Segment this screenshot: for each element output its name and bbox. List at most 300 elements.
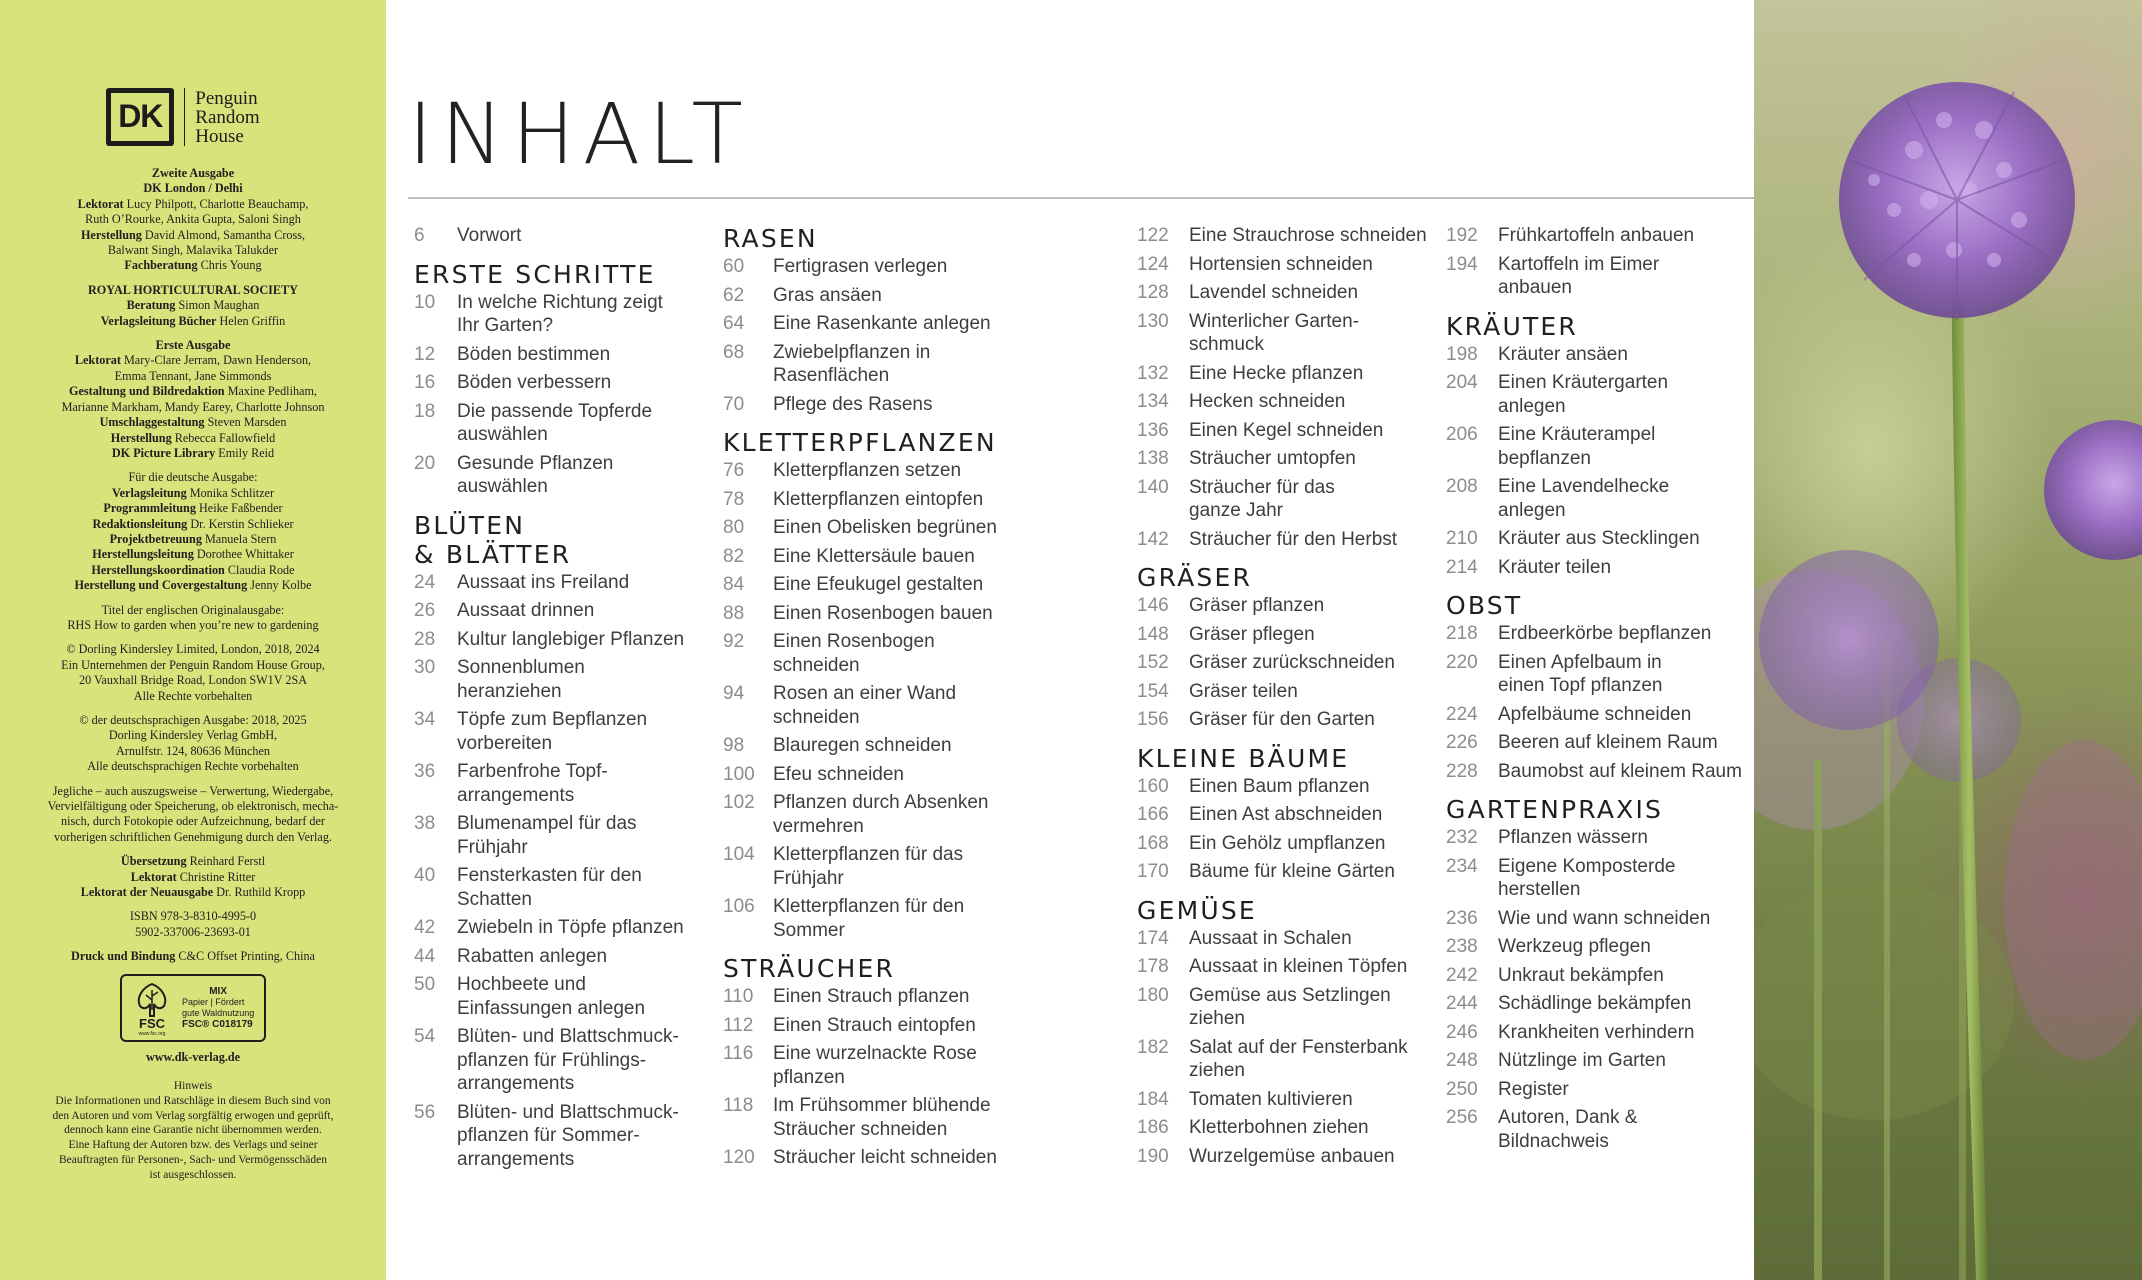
toc-entry[interactable] [1137, 281, 1447, 305]
section-heading [1137, 896, 1447, 925]
toc-entry[interactable] [414, 656, 714, 703]
entry-title [457, 708, 714, 755]
toc-entry[interactable] [723, 1014, 1033, 1038]
entry-title-line: anlegen [1498, 499, 1566, 521]
fsc-label-text: MIX Papier | Fördert gute Waldnutzung FSC® C018179 [182, 985, 255, 1030]
entry-title-line: Kräuter aus Stecklingen [1498, 528, 1700, 549]
page-number: 142 [1137, 528, 1169, 550]
toc-entry[interactable] [723, 312, 1033, 336]
imprint-role: ROYAL HORTICULTURAL SOCIETY [88, 282, 298, 297]
toc-entry[interactable] [1446, 224, 1746, 248]
page-number: 192 [1446, 225, 1478, 246]
imprint-value: C&C Offset Printing, China [175, 949, 315, 964]
page-number: 62 [723, 284, 745, 306]
toc-entry[interactable] [723, 630, 1033, 677]
imprint-value: Arnulfstr. 124, 80636 München [115, 743, 271, 758]
entry-title-line: heranziehen [457, 680, 562, 702]
page-number: 178 [1137, 956, 1169, 977]
toc-entry[interactable] [1137, 528, 1447, 552]
toc-entry[interactable] [414, 812, 714, 859]
page-number: 130 [1137, 310, 1169, 332]
imprint-line [12, 814, 374, 829]
entry-title-line: Gras ansäen [773, 284, 882, 306]
entry-title-line: Frühjahr [457, 836, 528, 858]
toc-entry[interactable] [723, 1094, 1033, 1141]
toc-entry[interactable] [723, 488, 1033, 512]
entry-title-line: Gräser für den Garten [1189, 709, 1375, 730]
toc-entry[interactable] [1137, 984, 1447, 1031]
toc-entry[interactable] [1137, 708, 1447, 732]
imprint-line [12, 728, 374, 743]
imprint-value: Helen Griffin [216, 313, 286, 328]
entry-title-line: ganze Jahr [1189, 500, 1284, 521]
entry-title [1498, 1049, 1746, 1073]
toc-entry[interactable] [1137, 803, 1447, 827]
entry-title-line: Einen Rosenbogen bauen [773, 602, 993, 624]
imprint-line [12, 212, 374, 227]
toc-entry[interactable] [1137, 390, 1447, 414]
imprint-value: Heike Faßbender [195, 501, 283, 516]
imprint-line [12, 400, 374, 415]
entry-title-line: Aussaat in kleinen Töpfen [1189, 956, 1408, 977]
imprint-value: Maxine Pedliham, [224, 384, 317, 399]
toc-entry[interactable] [414, 452, 714, 499]
toc-entry[interactable] [1446, 253, 1746, 300]
toc-entry[interactable] [414, 343, 714, 367]
page-number: 128 [1137, 282, 1169, 303]
entry-title [1498, 964, 1746, 988]
imprint-value: Monika Schlitzer [186, 485, 275, 500]
imprint-panel [0, 0, 386, 1280]
toc-entry[interactable] [723, 1146, 1033, 1170]
page-number: 168 [1137, 832, 1169, 854]
toc-entry[interactable] [414, 224, 714, 248]
section-heading [414, 260, 714, 289]
toc-entry[interactable] [414, 1025, 714, 1096]
page-number: 40 [414, 865, 436, 886]
page-number: 38 [414, 813, 436, 834]
toc-entry[interactable] [1446, 760, 1746, 784]
contents-column-1 [414, 224, 714, 1176]
entry-title [457, 945, 714, 969]
page-number: 100 [723, 763, 755, 785]
toc-entry[interactable] [1446, 556, 1746, 580]
page-number: 10 [414, 291, 436, 313]
toc-entry[interactable] [723, 284, 1033, 308]
imprint-line [12, 642, 374, 657]
page-number: 102 [723, 792, 755, 813]
entry-title [1498, 1021, 1746, 1045]
toc-entry[interactable] [1446, 622, 1746, 646]
entry-title-line: Tomaten kultivieren [1189, 1088, 1353, 1110]
page-number: 88 [723, 602, 745, 624]
page-number: 236 [1446, 907, 1478, 929]
toc-entry[interactable] [1137, 1088, 1447, 1112]
entry-title-line: Einen Obelisken begrünen [773, 517, 997, 538]
entry-title-line: Einen Strauch eintopfen [773, 1014, 976, 1036]
toc-entry[interactable] [1137, 860, 1447, 884]
entry-title [773, 1014, 1033, 1038]
section-heading-line: KLEINE BÄUME [1137, 743, 1350, 773]
toc-entry[interactable] [723, 602, 1033, 626]
imprint-line [12, 885, 374, 900]
entry-title-line: Kletterpflanzen für den [773, 896, 965, 917]
toc-entry[interactable] [723, 573, 1033, 597]
entry-title [773, 985, 1033, 1009]
entry-title-line: Zwiebeln in Töpfe pflanzen [457, 917, 684, 938]
toc-entry[interactable] [1137, 775, 1447, 799]
entry-title-line: ziehen [1189, 1008, 1245, 1029]
imprint-role: Verlagsleitung [111, 485, 187, 500]
toc-entry[interactable] [414, 371, 714, 395]
imprint-role: Erste Ausgabe [155, 338, 231, 353]
entry-title [773, 602, 1033, 626]
toc-entry[interactable] [1137, 310, 1447, 357]
entry-title [773, 791, 1033, 838]
page-number: 110 [723, 986, 754, 1007]
entry-title [1189, 594, 1447, 618]
toc-entry[interactable] [414, 628, 714, 652]
entry-title [457, 599, 714, 623]
imprint-value: Emily Reid [215, 445, 275, 460]
imprint-value: © der deutschsprachigen Ausgabe: 2018, 2025 [79, 713, 307, 727]
section-heading [723, 428, 1033, 457]
entry-title-line: anlegen [1498, 395, 1566, 417]
entry-title [1498, 731, 1746, 755]
entry-title-line: schmuck [1189, 334, 1264, 355]
toc-entry[interactable] [414, 864, 714, 911]
imprint-role: Programmleitung [103, 501, 196, 516]
entry-title-line: Kräuter teilen [1498, 556, 1612, 578]
entry-title-line: Sonnenblumen [457, 657, 585, 678]
imprint-block [12, 283, 374, 329]
toc-entry[interactable] [1446, 826, 1746, 850]
toc-entry[interactable] [414, 708, 714, 755]
entry-title-line: Schatten [457, 888, 532, 910]
imprint-role: Gestaltung und Bildredaktion [69, 384, 225, 399]
imprint-value: Claudia Rode [224, 562, 295, 577]
imprint-line [12, 298, 374, 313]
imprint-block [12, 713, 374, 775]
entry-title [457, 628, 714, 652]
toc-entry[interactable] [1446, 855, 1746, 902]
toc-entry[interactable] [723, 791, 1033, 838]
entry-title-line: Einen Rosenbogen [773, 631, 935, 652]
toc-entry[interactable] [1446, 703, 1746, 727]
entry-title-line: auswählen [457, 424, 548, 445]
toc-entry[interactable] [1137, 1036, 1447, 1083]
entry-title [773, 1146, 1033, 1170]
entry-title [457, 400, 714, 447]
entry-title-line: Einen Apfelbaum in [1498, 651, 1662, 673]
entry-title-line: herstellen [1498, 879, 1581, 900]
imprint-value: 5902-337006-23693-01 [135, 924, 251, 939]
entry-title-line: Aussaat in Schalen [1189, 927, 1352, 949]
page-number: 12 [414, 343, 436, 365]
page-number: 214 [1446, 556, 1478, 578]
section-heading [1137, 744, 1447, 773]
entry-title [773, 630, 1033, 677]
imprint-line [12, 181, 374, 196]
imprint-line [12, 713, 374, 728]
entry-title [1498, 826, 1746, 850]
entry-title [457, 1025, 714, 1096]
page-number: 28 [414, 628, 436, 650]
entry-title-line: Eine wurzelnackte Rose [773, 1043, 977, 1064]
page-number: 36 [414, 761, 436, 782]
toc-entry[interactable] [723, 843, 1033, 890]
entry-title [1189, 253, 1447, 277]
toc-entry[interactable] [723, 393, 1033, 417]
contents-column-4 [1446, 224, 1746, 1158]
imprint-line [12, 446, 374, 461]
toc-entry[interactable] [723, 682, 1033, 729]
toc-entry[interactable] [414, 760, 714, 807]
imprint-line [12, 243, 374, 258]
entry-title-line: Apfelbäume schneiden [1498, 703, 1692, 725]
entry-title-line: Einen Baum pflanzen [1189, 775, 1370, 797]
imprint-line [12, 618, 374, 633]
toc-entry[interactable] [1137, 476, 1447, 523]
toc-entry[interactable] [723, 545, 1033, 569]
toc-entry[interactable] [414, 571, 714, 595]
dk-logo-icon: DK [106, 88, 174, 146]
imprint-line [12, 689, 374, 704]
entry-title [1189, 775, 1447, 799]
entry-title-line: Einen Ast abschneiden [1189, 804, 1383, 825]
toc-entry[interactable] [723, 516, 1033, 540]
toc-entry[interactable] [1446, 1078, 1746, 1102]
imprint-role: Lektorat [130, 869, 177, 884]
toc-entry[interactable] [1137, 1116, 1447, 1140]
entry-title [1498, 855, 1746, 902]
toc-entry[interactable] [1446, 423, 1746, 470]
entry-title-line: Sträucher schneiden [773, 1118, 948, 1140]
entry-title [1498, 556, 1746, 580]
entry-title-line: Beeren auf kleinem Raum [1498, 732, 1718, 753]
imprint-line [12, 949, 374, 964]
entry-title-line: Böden bestimmen [457, 343, 611, 365]
entry-title-line: Kletterpflanzen setzen [773, 460, 962, 481]
entry-title-line: arrangements [457, 1073, 575, 1094]
page-number: 248 [1446, 1050, 1478, 1071]
toc-entry[interactable] [1446, 1021, 1746, 1045]
toc-entry[interactable] [1446, 343, 1746, 367]
toc-entry[interactable] [1137, 419, 1447, 443]
toc-entry[interactable] [1137, 594, 1447, 618]
section-heading [1446, 795, 1746, 824]
page-number: 224 [1446, 703, 1478, 725]
toc-entry[interactable] [723, 255, 1033, 279]
page-number: 136 [1137, 419, 1169, 441]
imprint-line [12, 830, 374, 845]
toc-entry[interactable] [723, 895, 1033, 942]
entry-title [773, 341, 1033, 388]
entry-title [1498, 907, 1746, 931]
entry-title-line: Salat auf der Fensterbank [1189, 1036, 1408, 1058]
entry-title-line: Register [1498, 1078, 1569, 1100]
imprint-line [12, 228, 374, 243]
imprint-value: Balwant Singh, Malavika Talukder [107, 243, 279, 258]
entry-title-line: Schädlinge bekämpfen [1498, 993, 1692, 1014]
imprint-credits [12, 166, 374, 965]
entry-title [1498, 703, 1746, 727]
allium-illustration [1754, 0, 2142, 1280]
toc-entry[interactable] [1446, 964, 1746, 988]
toc-entry[interactable] [1446, 992, 1746, 1016]
section-heading-line: ERSTE SCHRITTE [414, 259, 656, 289]
imprint-value: Ruth O’Rourke, Ankita Gupta, Saloni Singh [85, 212, 301, 227]
imprint-value: © Dorling Kindersley Limited, London, 2018, 2024 [66, 642, 320, 657]
imprint-value: Lucy Philpott, Charlotte Beauchamp, [123, 196, 309, 211]
entry-title [1498, 760, 1746, 784]
toc-entry[interactable] [1137, 680, 1447, 704]
imprint-value: Dorling Kindersley Verlag GmbH, [108, 728, 278, 743]
notice-line: Eine Haftung der Autoren bzw. des Verlags und seiner [68, 1139, 318, 1152]
toc-entry[interactable] [414, 599, 714, 623]
imprint-value: Jegliche – auch auszugsweise – Verwertung, Wiedergabe, [52, 783, 334, 798]
toc-entry[interactable] [1137, 447, 1447, 471]
toc-entry[interactable] [414, 291, 714, 338]
entry-title [773, 459, 1033, 483]
toc-entry[interactable] [1137, 623, 1447, 647]
toc-entry[interactable] [723, 763, 1033, 787]
imprint-value: Mary-Clare Jerram, Dawn Henderson, [120, 353, 312, 368]
toc-entry[interactable] [1137, 832, 1447, 856]
entry-title [1189, 955, 1447, 979]
imprint-value: Vervielfältigung oder Speicherung, ob elektronisch, mecha- [47, 799, 339, 814]
page-number: 182 [1137, 1036, 1169, 1058]
entry-title-line: Autoren, Dank & [1498, 1107, 1638, 1128]
entry-title-line: Aussaat ins Freiland [457, 571, 630, 593]
entry-title-line: Sträucher für den Herbst [1189, 528, 1398, 550]
toc-entry[interactable] [1137, 362, 1447, 386]
imprint-value: Ein Unternehmen der Penguin Random House Group, [61, 657, 325, 672]
entry-title [773, 573, 1033, 597]
entry-title [773, 393, 1033, 417]
page-number: 148 [1137, 623, 1169, 645]
page-number: 156 [1137, 709, 1169, 730]
toc-entry[interactable] [1446, 371, 1746, 418]
entry-title [457, 812, 714, 859]
imprint-value: ISBN 978-3-8310-4995-0 [129, 909, 257, 924]
entry-title-line: Eine Rasenkante anlegen [773, 313, 991, 334]
toc-entry[interactable] [1446, 1049, 1746, 1073]
page-number: 118 [723, 1095, 754, 1116]
entry-title-line: Wie und wann schneiden [1498, 907, 1711, 929]
entry-title [457, 224, 714, 248]
page-number: 94 [723, 683, 745, 704]
contents-column-3 [1137, 224, 1447, 1173]
toc-entry[interactable] [723, 1042, 1033, 1089]
toc-entry[interactable] [414, 945, 714, 969]
entry-title-line: pflanzen für Frühlings- [457, 1049, 647, 1071]
notice-line: Hinweis [173, 1080, 213, 1093]
toc-entry[interactable] [1446, 475, 1746, 522]
fsc-tree-icon [128, 980, 176, 1036]
imprint-role: Herstellung und Covergestaltung [74, 578, 248, 593]
imprint-line [12, 258, 374, 273]
entry-title-line: Böden verbessern [457, 372, 612, 393]
toc-entry[interactable] [1137, 1145, 1447, 1169]
entry-title [457, 452, 714, 499]
entry-title [773, 682, 1033, 729]
toc-entry[interactable] [1446, 1106, 1746, 1153]
entry-title-line: Ihr Garten? [457, 315, 554, 336]
page-number: 26 [414, 600, 436, 621]
entry-title-line: Blüten- und Blattschmuck- [457, 1101, 679, 1123]
toc-entry[interactable] [723, 985, 1033, 1009]
entry-title-line: schneiden [773, 654, 860, 676]
entry-title [773, 763, 1033, 787]
page-number: 228 [1446, 760, 1478, 782]
page-number: 68 [723, 341, 745, 363]
toc-entry[interactable] [1137, 253, 1447, 277]
contents-column-2 [723, 224, 1033, 1175]
toc-entry[interactable] [1137, 927, 1447, 951]
section-heading-line: BLÜTEN [414, 510, 526, 540]
entry-title-line: Erdbeerkörbe bepflanzen [1498, 623, 1712, 644]
toc-entry[interactable] [414, 973, 714, 1020]
page-number: 120 [723, 1147, 755, 1168]
toc-entry[interactable] [414, 1101, 714, 1172]
toc-entry[interactable] [1446, 935, 1746, 959]
toc-entry[interactable] [414, 916, 714, 940]
toc-entry[interactable] [1137, 224, 1447, 248]
entry-title [1498, 527, 1746, 551]
toc-entry[interactable] [1446, 731, 1746, 755]
toc-entry[interactable] [723, 459, 1033, 483]
entry-title-line: vorbereiten [457, 732, 553, 754]
page-number: 170 [1137, 861, 1169, 882]
toc-entry[interactable] [414, 400, 714, 447]
section-heading-line: GRÄSER [1137, 563, 1253, 592]
page-number: 34 [414, 709, 436, 730]
entry-title-line: Gräser teilen [1189, 680, 1298, 702]
entry-title [1498, 423, 1746, 470]
toc-entry[interactable] [723, 734, 1033, 758]
toc-entry[interactable] [723, 341, 1033, 388]
imprint-value: Rebecca Fallowfield [171, 430, 276, 445]
imprint-line [12, 563, 374, 578]
page-number: 210 [1446, 528, 1478, 549]
entry-title [773, 488, 1033, 512]
page-number: 160 [1137, 775, 1169, 797]
toc-entry[interactable] [1446, 651, 1746, 698]
imprint-line [12, 369, 374, 384]
page-number: 30 [414, 657, 436, 678]
section-heading [414, 511, 714, 569]
entry-title-line: pflanzen für Sommer- [457, 1125, 640, 1146]
entry-title [773, 516, 1033, 540]
entry-title-line: Eine Lavendelhecke [1498, 476, 1670, 497]
publisher-name: Penguin Random House [195, 87, 260, 147]
entry-title-line: Gemüse aus Setzlingen [1189, 984, 1391, 1006]
toc-entry[interactable] [1446, 527, 1746, 551]
imprint-line [12, 470, 374, 485]
imprint-line [12, 353, 374, 368]
toc-entry[interactable] [1137, 651, 1447, 675]
entry-title-line: Gräser pflanzen [1189, 595, 1325, 616]
imprint-block [12, 909, 374, 940]
page-number: 116 [723, 1043, 754, 1064]
imprint-role: Verlagsleitung Bücher [100, 313, 217, 328]
toc-entry[interactable] [1137, 955, 1447, 979]
imprint-line [12, 166, 374, 181]
page-number: 186 [1137, 1117, 1169, 1138]
section-heading-line: GARTENPRAXIS [1446, 795, 1664, 824]
toc-entry[interactable] [1446, 907, 1746, 931]
